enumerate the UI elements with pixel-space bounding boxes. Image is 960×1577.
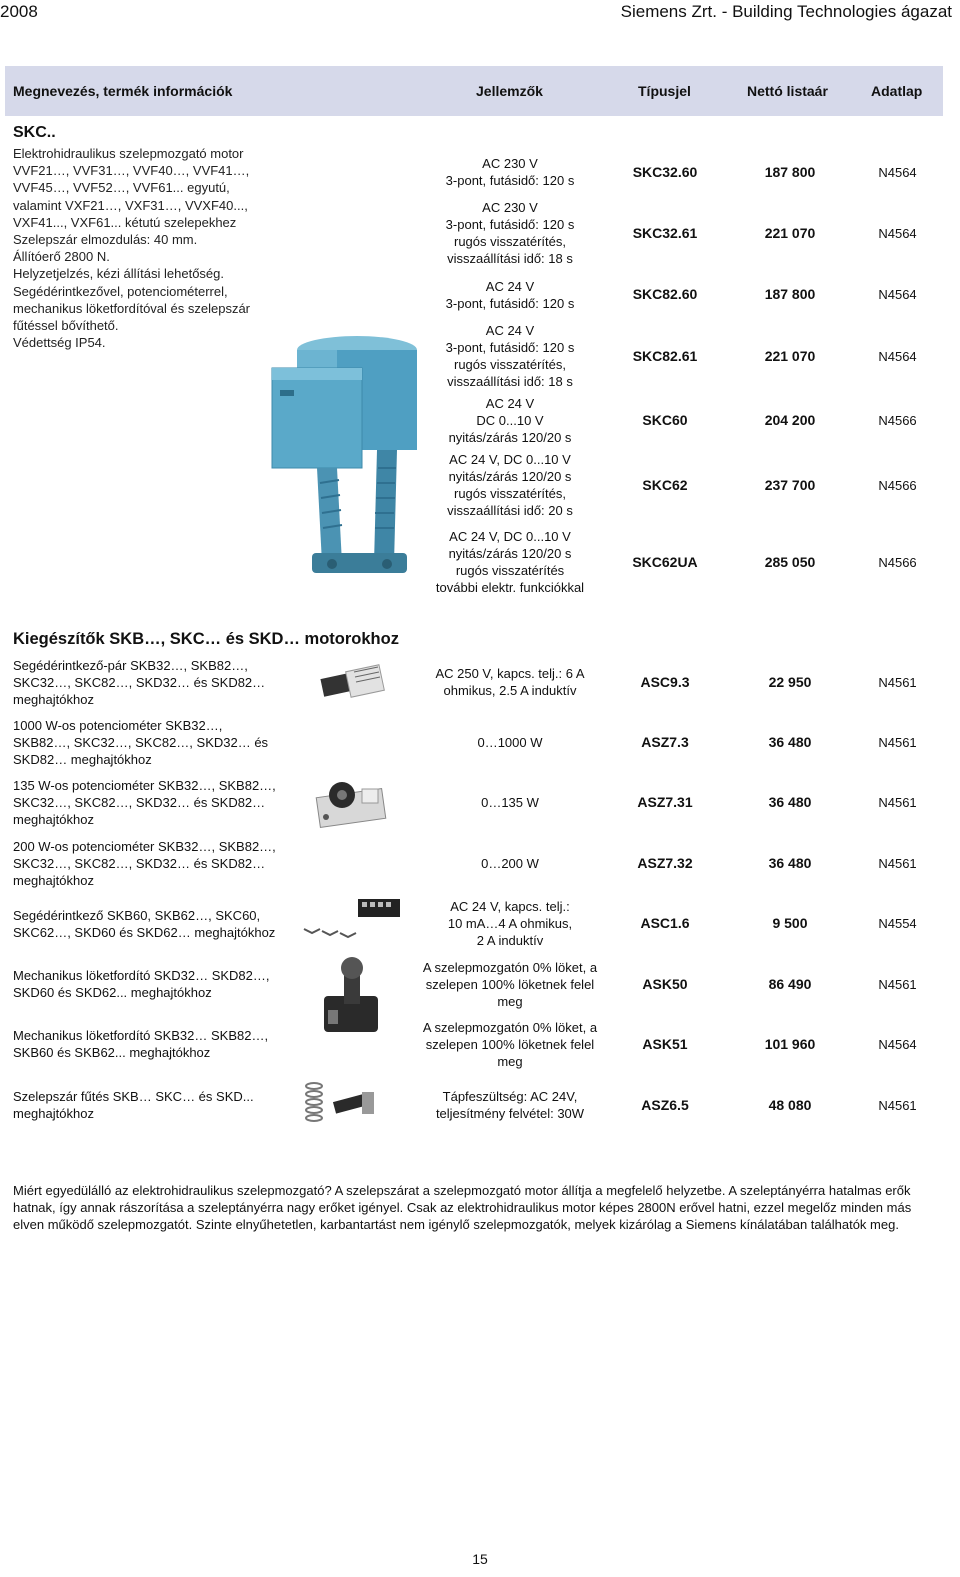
acc-row-4-name: 200 W-os potenciométer SKB32…, SKB82…, SKC32…, SKC82…, SKD32… és SKD82… meghajtókhoz xyxy=(13,839,276,888)
desc-line: Szelepszár elmozdulás: 40 mm. xyxy=(13,232,198,248)
acc-row-1-code: ASC9.3 xyxy=(640,674,690,690)
acc-row-3-name: 135 W-os potenciométer SKB32…, SKB82…, SKC32…, SKC82…, SKD32… és SKD82… meghajtókhoz xyxy=(13,778,276,827)
acc-row-3-price: 36 480 xyxy=(768,794,812,810)
desc-line: mechanikus löketfordítóval és szelepszár xyxy=(13,300,251,316)
acc-row-5-price: 9 500 xyxy=(772,915,808,931)
col-features-header: Jellemzők xyxy=(476,83,543,99)
acc-row-4-code: ASZ7.32 xyxy=(637,855,693,871)
acc-row-4-sheet: N4561 xyxy=(878,856,917,871)
header-year: 2008 xyxy=(0,2,38,21)
skc-row-1-sheet: N4564 xyxy=(878,165,917,180)
acc-row-5-code: ASC1.6 xyxy=(640,915,690,931)
acc-row-2-price: 36 480 xyxy=(768,734,812,750)
acc-row-6-features: A szelepmozgatón 0% löket, a szelepen 100% löketnek felel meg xyxy=(422,960,598,1009)
skc-row-3-code: SKC82.60 xyxy=(632,286,698,302)
page-number: 15 xyxy=(472,1551,488,1567)
acc-row-6-sheet: N4561 xyxy=(878,977,917,992)
acc-row-1-price: 22 950 xyxy=(768,674,812,690)
acc-row-6-price: 86 490 xyxy=(768,976,812,992)
skc-row-7-sheet: N4566 xyxy=(878,555,917,570)
skc-row-3-sheet: N4564 xyxy=(878,287,917,302)
skc-row-5-price: 204 200 xyxy=(764,412,816,428)
desc-line: Helyzetjelzés, kézi állítási lehetőség. xyxy=(13,266,224,282)
acc-row-3-sheet: N4561 xyxy=(878,795,917,810)
skc-row-2-features: AC 230 V 3-pont, futásidő: 120 s rugós visszatérítés, visszaállítási idő: 18 s xyxy=(445,200,575,266)
acc-row-5-features: AC 24 V, kapcs. telj.: 10 mA…4 A ohmikus, 2 A induktív xyxy=(447,899,573,948)
info-paragraph: Miért egyedülálló az elektrohidraulikus szelepmozgató? A szelepszárat a szelepmozgató motor állítja a megfelelő helyzetbe. A szeleptányérra hatalmas erők hatnak, így annak rászorítása a szeleptányérra nagy erőket igényel. Csak az elektrohidraulikus motor képes 2800N erővel hatni, ezzel megelőz minden más elven működő szelepmozgatót. Szinte elnyűhetetlen, karbantartást nem igénylő szelepmozgatók, melyek kizárólag a Siemens kínálatában találhatók meg. xyxy=(13,1183,912,1232)
desc-line: VVF45…, VVF52…, VVF61... egyutú, xyxy=(13,180,230,196)
desc-line: Védettség IP54. xyxy=(13,335,106,351)
table-header xyxy=(5,66,943,116)
skc-row-3-features: AC 24 V 3-pont, futásidő: 120 s xyxy=(445,279,575,311)
skc-row-7-features: AC 24 V, DC 0...10 V nyitás/zárás 120/20 s rugós visszatérítés további elektr. funkciókkal xyxy=(435,529,585,595)
acc-row-4-features: 0…200 W xyxy=(481,856,539,871)
acc-row-1-features: AC 250 V, kapcs. telj.: 6 A ohmikus, 2.5 A induktív xyxy=(435,666,585,698)
acc-row-1-name: Segédérintkező-pár SKB32…, SKB82…, SKC32…, SKC82…, SKD32… és SKD82… meghajtókhoz xyxy=(13,658,266,707)
skc-description xyxy=(13,145,283,351)
acc-row-8-features: Tápfeszültség: AC 24V, teljesítmény felvétel: 30W xyxy=(435,1089,585,1121)
acc-row-8-code: ASZ6.5 xyxy=(641,1097,689,1113)
acc-row-8-name: Szelepszár fűtés SKB… SKC… és SKD... meghajtókhoz xyxy=(13,1089,254,1121)
actuator-image xyxy=(262,328,427,583)
desc-line: valamint VXF21…, VXF31…, VVXF40..., xyxy=(13,197,248,213)
col-type-header: Típusjel xyxy=(638,83,691,99)
acc-row-5-name: Segédérintkező SKB60, SKB62…, SKC60, SKC62…, SKD60 és SKD62… meghajtókhoz xyxy=(13,908,276,940)
skc-row-5-features: AC 24 V DC 0...10 V nyitás/zárás 120/20 s xyxy=(448,396,572,445)
stroke-inverter-skd-image xyxy=(314,950,386,1040)
skc-row-3-price: 187 800 xyxy=(764,286,816,302)
acc-row-7-name: Mechanikus löketfordító SKB32… SKB82…, SKB60 és SKB62... meghajtókhoz xyxy=(13,1028,269,1060)
acc-row-8-price: 48 080 xyxy=(768,1097,812,1113)
skc-row-7-price: 285 050 xyxy=(764,554,816,570)
acc-row-6-code: ASK50 xyxy=(642,976,688,992)
skc-row-1-price: 187 800 xyxy=(764,164,816,180)
acc-row-7-price: 101 960 xyxy=(764,1036,816,1052)
acc-row-2-code: ASZ7.3 xyxy=(641,734,689,750)
desc-line: VXF41..., VXF61... kétutú szelepekhez xyxy=(13,214,237,230)
acc-row-6-name: Mechanikus löketfordító SKD32… SKD82…, SKD60 és SKD62... meghajtókhoz xyxy=(13,968,270,1000)
skc-row-2-sheet: N4564 xyxy=(878,226,917,241)
acc-row-7-code: ASK51 xyxy=(642,1036,688,1052)
auxiliary-switch-kit-image xyxy=(298,893,408,945)
skc-row-6-features: AC 24 V, DC 0...10 V nyitás/zárás 120/20 s rugós visszatérítés, visszaállítási idő: 20 s xyxy=(447,452,573,518)
acc-row-1-sheet: N4561 xyxy=(878,675,917,690)
acc-row-7-sheet: N4564 xyxy=(878,1037,917,1052)
acc-row-4-price: 36 480 xyxy=(768,855,812,871)
skc-row-4-sheet: N4564 xyxy=(878,349,917,364)
skc-row-6-price: 237 700 xyxy=(764,477,816,493)
col-name-header: Megnevezés, termék információk xyxy=(13,83,233,99)
acc-row-5-sheet: N4554 xyxy=(878,916,917,931)
acc-row-3-code: ASZ7.31 xyxy=(637,794,693,810)
acc-row-2-sheet: N4561 xyxy=(878,735,917,750)
header-company: Siemens Zrt. - Building Technologies ágazat xyxy=(620,2,952,21)
skc-row-2-price: 221 070 xyxy=(764,225,816,241)
skc-row-7-code: SKC62UA xyxy=(632,554,698,570)
skc-row-4-price: 221 070 xyxy=(764,348,816,364)
desc-line: Segédérintkezővel, potenciométerrel, xyxy=(13,283,228,299)
skc-title: SKC.. xyxy=(13,124,56,141)
skc-row-6-sheet: N4566 xyxy=(878,478,917,493)
desc-line: Elektrohidraulikus szelepmozgató motor xyxy=(13,146,244,161)
skc-row-1-features: AC 230 V 3-pont, futásidő: 120 s xyxy=(445,156,575,188)
skc-row-2-code: SKC32.61 xyxy=(632,225,698,241)
acc-row-3-features: 0…135 W xyxy=(481,795,539,810)
acc-row-8-sheet: N4561 xyxy=(878,1098,917,1113)
skc-row-5-sheet: N4566 xyxy=(878,413,917,428)
accessories-title: Kiegészítők SKB…, SKC… és SKD… motorokhoz xyxy=(13,630,399,648)
desc-line: VVF21…, VVF31…, VVF40…, VVF41…, xyxy=(13,163,250,179)
stem-heater-image xyxy=(300,1078,390,1126)
col-price-header: Nettó listaár xyxy=(747,83,828,99)
desc-line: fűtéssel bővíthető. xyxy=(13,318,119,334)
acc-row-2-features: 0…1000 W xyxy=(477,735,543,750)
skc-row-1-code: SKC32.60 xyxy=(632,164,698,180)
acc-row-2-name: 1000 W-os potenciométer SKB32…, SKB82…, SKC32…, SKC82…, SKD32… és SKD82… meghajtókhoz xyxy=(13,718,269,767)
skc-row-5-code: SKC60 xyxy=(642,412,688,428)
skc-row-4-code: SKC82.61 xyxy=(632,348,698,364)
auxiliary-switch-image xyxy=(318,658,388,708)
desc-line: Állítóerő 2800 N. xyxy=(13,249,110,265)
acc-row-7-features: A szelepmozgatón 0% löket, a szelepen 100% löketnek felel meg xyxy=(422,1020,598,1069)
col-sheet-header: Adatlap xyxy=(871,83,923,99)
skc-row-4-features: AC 24 V 3-pont, futásidő: 120 s rugós visszatérítés, visszaállítási idő: 18 s xyxy=(445,323,575,389)
skc-row-6-code: SKC62 xyxy=(642,477,688,493)
potentiometer-image xyxy=(314,773,394,831)
